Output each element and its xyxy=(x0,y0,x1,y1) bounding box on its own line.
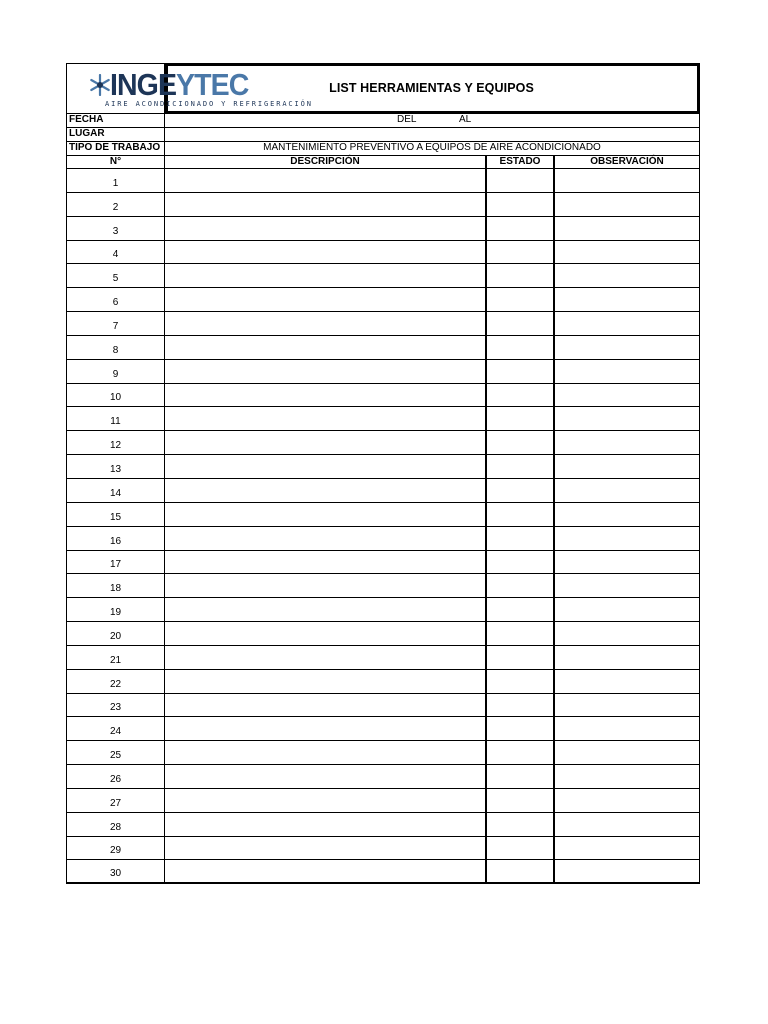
description-cell[interactable] xyxy=(165,288,487,311)
observacion-cell[interactable] xyxy=(555,407,699,430)
row-number: 4 xyxy=(67,241,165,264)
table-row xyxy=(66,622,700,646)
table-row xyxy=(66,241,700,265)
observacion-cell[interactable] xyxy=(555,717,699,740)
description-cell[interactable] xyxy=(165,813,487,836)
description-cell[interactable] xyxy=(165,169,487,192)
table-row xyxy=(66,527,700,551)
description-cell[interactable] xyxy=(165,622,487,645)
description-cell[interactable] xyxy=(165,670,487,693)
table-row xyxy=(66,312,700,336)
description-cell[interactable] xyxy=(165,455,487,478)
al-label: AL xyxy=(459,114,472,125)
observacion-cell[interactable] xyxy=(555,264,699,287)
lugar-label: LUGAR xyxy=(67,128,165,141)
estado-cell[interactable] xyxy=(487,598,555,621)
table-row xyxy=(66,407,700,431)
estado-cell[interactable] xyxy=(487,670,555,693)
snowflake-icon xyxy=(89,74,111,96)
row-number: 1 xyxy=(67,169,165,192)
estado-cell[interactable] xyxy=(487,789,555,812)
description-cell[interactable] xyxy=(165,527,487,550)
estado-cell[interactable] xyxy=(487,622,555,645)
tipo-value[interactable] xyxy=(165,142,699,155)
table-row xyxy=(66,765,700,789)
description-cell[interactable] xyxy=(165,193,487,216)
observacion-cell[interactable] xyxy=(555,670,699,693)
row-number: 30 xyxy=(67,860,165,882)
observacion-cell[interactable] xyxy=(555,598,699,621)
row-number: 10 xyxy=(67,384,165,407)
estado-cell[interactable] xyxy=(487,360,555,383)
estado-cell[interactable] xyxy=(487,860,555,882)
estado-cell[interactable] xyxy=(487,217,555,240)
estado-cell[interactable] xyxy=(487,503,555,526)
description-cell[interactable] xyxy=(165,312,487,335)
description-cell[interactable] xyxy=(165,741,487,764)
row-number: 7 xyxy=(67,312,165,335)
description-cell[interactable] xyxy=(165,431,487,454)
row-number: 9 xyxy=(67,360,165,383)
table-row xyxy=(66,479,700,503)
estado-cell[interactable] xyxy=(487,646,555,669)
table-row xyxy=(66,598,700,622)
row-number: 19 xyxy=(67,598,165,621)
description-cell[interactable] xyxy=(165,717,487,740)
row-number: 2 xyxy=(67,193,165,216)
description-cell[interactable] xyxy=(165,264,487,287)
estado-cell[interactable] xyxy=(487,455,555,478)
row-number: 13 xyxy=(67,455,165,478)
fecha-value[interactable] xyxy=(165,114,699,127)
row-number: 26 xyxy=(67,765,165,788)
table-row xyxy=(66,384,700,408)
estado-cell[interactable] xyxy=(487,551,555,574)
table-row xyxy=(66,574,700,598)
row-number: 25 xyxy=(67,741,165,764)
observacion-cell[interactable] xyxy=(555,741,699,764)
observacion-cell[interactable] xyxy=(555,527,699,550)
estado-cell[interactable] xyxy=(487,813,555,836)
estado-cell[interactable] xyxy=(487,837,555,860)
col-number: N° xyxy=(67,156,165,168)
row-number: 15 xyxy=(67,503,165,526)
row-number: 23 xyxy=(67,694,165,717)
observacion-cell[interactable] xyxy=(555,241,699,264)
observacion-cell[interactable] xyxy=(555,646,699,669)
observacion-cell[interactable] xyxy=(555,336,699,359)
observacion-cell[interactable] xyxy=(555,837,699,860)
row-number: 3 xyxy=(67,217,165,240)
row-number: 24 xyxy=(67,717,165,740)
row-number: 14 xyxy=(67,479,165,502)
observacion-cell[interactable] xyxy=(555,694,699,717)
tipo-label: TIPO DE TRABAJO xyxy=(67,142,165,155)
row-number: 12 xyxy=(67,431,165,454)
estado-cell[interactable] xyxy=(487,384,555,407)
description-cell[interactable] xyxy=(165,694,487,717)
observacion-cell[interactable] xyxy=(555,551,699,574)
table-row xyxy=(66,813,700,837)
estado-cell[interactable] xyxy=(487,479,555,502)
table-row xyxy=(66,193,700,217)
description-cell[interactable] xyxy=(165,574,487,597)
row-number: 20 xyxy=(67,622,165,645)
table-row xyxy=(66,503,700,527)
row-number: 18 xyxy=(67,574,165,597)
description-cell[interactable] xyxy=(165,241,487,264)
estado-cell[interactable] xyxy=(487,407,555,430)
row-number: 17 xyxy=(67,551,165,574)
description-cell[interactable] xyxy=(165,837,487,860)
table-body xyxy=(66,169,700,884)
row-number: 11 xyxy=(67,407,165,430)
observacion-cell[interactable] xyxy=(555,288,699,311)
observacion-cell[interactable] xyxy=(555,312,699,335)
estado-cell[interactable] xyxy=(487,574,555,597)
row-number: 5 xyxy=(67,264,165,287)
logo-brand-a: INGE xyxy=(110,67,177,102)
estado-cell[interactable] xyxy=(487,312,555,335)
observacion-cell[interactable] xyxy=(555,193,699,216)
estado-cell[interactable] xyxy=(487,694,555,717)
logo-tagline: AIRE ACONDICIONADO Y REFRIGERACIÓN xyxy=(105,100,313,108)
row-number: 21 xyxy=(67,646,165,669)
form-sheet xyxy=(66,63,700,884)
description-cell[interactable] xyxy=(165,789,487,812)
description-cell[interactable] xyxy=(165,646,487,669)
row-number: 27 xyxy=(67,789,165,812)
column-header-row xyxy=(66,156,700,169)
description-cell[interactable] xyxy=(165,598,487,621)
row-number: 8 xyxy=(67,336,165,359)
observacion-cell[interactable] xyxy=(555,217,699,240)
del-label: DEL xyxy=(397,114,417,125)
description-cell[interactable] xyxy=(165,860,487,882)
table-row xyxy=(66,741,700,765)
observacion-cell[interactable] xyxy=(555,574,699,597)
estado-cell[interactable] xyxy=(487,431,555,454)
row-number: 16 xyxy=(67,527,165,550)
company-logo xyxy=(89,67,313,112)
estado-cell[interactable] xyxy=(487,288,555,311)
estado-cell[interactable] xyxy=(487,765,555,788)
row-number: 29 xyxy=(67,837,165,860)
form-header xyxy=(66,63,700,113)
observacion-cell[interactable] xyxy=(555,765,699,788)
logo-wordmark xyxy=(110,69,248,101)
estado-cell[interactable] xyxy=(487,169,555,192)
description-cell[interactable] xyxy=(165,360,487,383)
col-descripcion: DESCRIPCIÓN xyxy=(165,156,487,168)
table-row xyxy=(66,264,700,288)
table-row xyxy=(66,694,700,718)
col-observacion: OBSERVACIÓN xyxy=(590,156,664,167)
description-cell[interactable] xyxy=(165,217,487,240)
observacion-cell[interactable] xyxy=(555,431,699,454)
table-row xyxy=(66,455,700,479)
observacion-cell[interactable] xyxy=(555,503,699,526)
fecha-label: FECHA xyxy=(67,114,165,127)
observacion-cell[interactable] xyxy=(555,860,699,882)
estado-cell[interactable] xyxy=(487,193,555,216)
description-cell[interactable] xyxy=(165,765,487,788)
description-cell[interactable] xyxy=(165,407,487,430)
table-row xyxy=(66,789,700,813)
row-number: 22 xyxy=(67,670,165,693)
fecha-row xyxy=(66,113,700,128)
observacion-cell[interactable] xyxy=(555,479,699,502)
table-row xyxy=(66,336,700,360)
row-number: 28 xyxy=(67,813,165,836)
description-cell[interactable] xyxy=(165,336,487,359)
observacion-cell[interactable] xyxy=(555,813,699,836)
estado-cell[interactable] xyxy=(487,527,555,550)
tipo-row xyxy=(66,142,700,156)
observacion-cell[interactable] xyxy=(555,384,699,407)
row-number: 6 xyxy=(67,288,165,311)
table-row xyxy=(66,360,700,384)
estado-cell[interactable] xyxy=(487,241,555,264)
observacion-cell[interactable] xyxy=(555,169,699,192)
observacion-cell[interactable] xyxy=(555,789,699,812)
observacion-cell[interactable] xyxy=(555,455,699,478)
lugar-row xyxy=(66,128,700,142)
description-cell[interactable] xyxy=(165,479,487,502)
table-row xyxy=(66,169,700,193)
estado-cell[interactable] xyxy=(487,336,555,359)
description-cell[interactable] xyxy=(165,503,487,526)
table-row xyxy=(66,431,700,455)
table-row xyxy=(66,860,700,884)
observacion-cell[interactable] xyxy=(555,622,699,645)
estado-cell[interactable] xyxy=(487,717,555,740)
table-row xyxy=(66,288,700,312)
table-row xyxy=(66,670,700,694)
lugar-value[interactable] xyxy=(165,128,699,141)
estado-cell[interactable] xyxy=(487,741,555,764)
table-row xyxy=(66,646,700,670)
table-row xyxy=(66,551,700,575)
description-cell[interactable] xyxy=(165,384,487,407)
tipo-value-text: MANTENIMIENTO PREVENTIVO A EQUIPOS DE AIRE ACONDICIONADO xyxy=(263,142,601,153)
description-cell[interactable] xyxy=(165,551,487,574)
table-row xyxy=(66,837,700,861)
table-row xyxy=(66,217,700,241)
col-estado: ESTADO xyxy=(487,156,555,168)
table-row xyxy=(66,717,700,741)
observacion-cell[interactable] xyxy=(555,360,699,383)
estado-cell[interactable] xyxy=(487,264,555,287)
logo-brand-b: YTEC xyxy=(176,67,249,102)
form-title: LIST HERRAMIENTAS Y EQUIPOS xyxy=(329,80,534,95)
